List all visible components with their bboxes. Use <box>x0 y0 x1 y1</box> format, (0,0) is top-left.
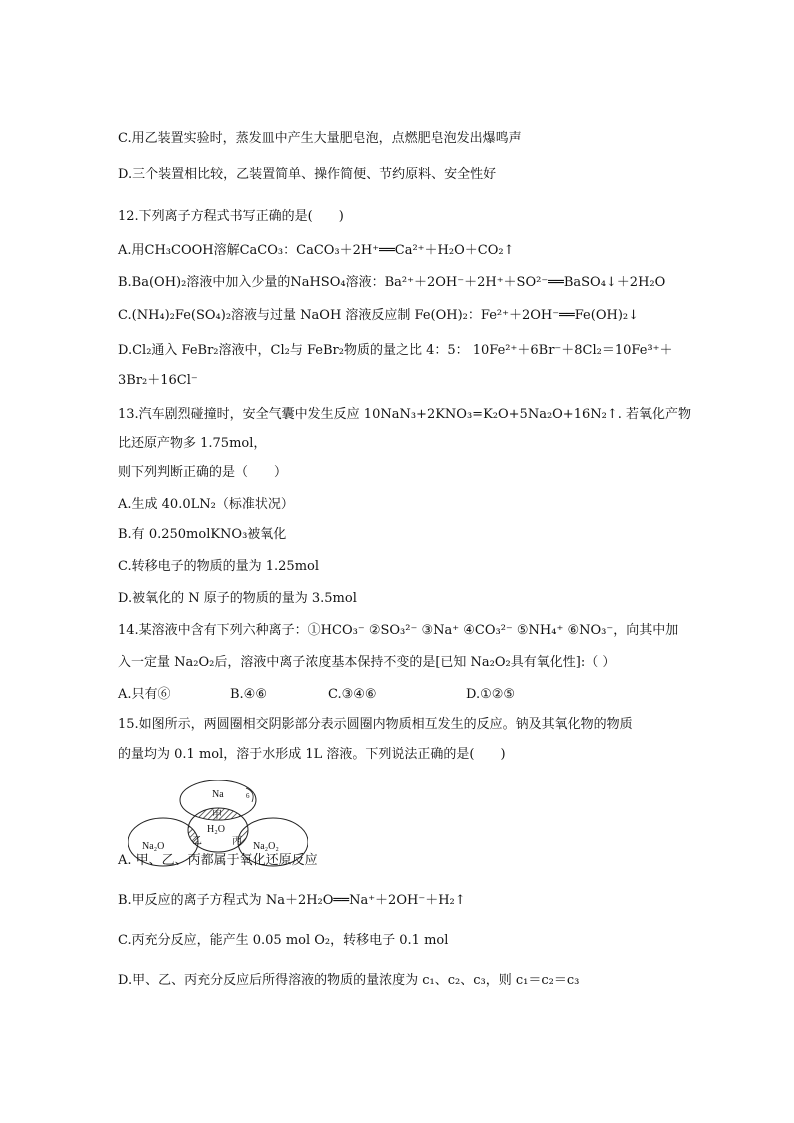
question-15-stem: 15.如图所示，两圆圈相交阴影部分表示圆圈内物质相互发生的反应。钠及其氧化物的物质 <box>118 717 633 732</box>
q12-option-a: A.用CH₃COOH溶解CaCO₃：CaCO₃＋2H⁺══Ca²⁺＋H₂O＋CO₂↑ <box>118 243 515 258</box>
option-d-text: D.三个装置相比较，乙装置简单、操作简便、节约原料、安全性好 <box>118 167 497 182</box>
question-13-ask: 则下列判断正确的是（ ） <box>118 465 288 480</box>
q13-option-d: D.被氧化的 N 原子的物质的量为 3.5mol <box>118 591 357 606</box>
q14-option-b: B.④⑥ <box>230 687 267 702</box>
q14-option-c: C.③④⑥ <box>328 687 377 702</box>
q14-option-a: A.只有⑥ <box>118 687 171 702</box>
q14-options <box>118 686 515 704</box>
question-14-stem-cont: 入一定量 Na₂O₂后，溶液中离子浓度基本保持不变的是[已知 Na₂O₂具有氧化性]:（ ） <box>118 655 616 670</box>
question-13-stem: 13.汽车剧烈碰撞时，安全气囊中发生反应 10NaN₃+2KNO₃=K₂O+5Na₂O+16N₂↑. 若氧化产物 <box>118 407 691 422</box>
label-na2o: Na₂O <box>142 841 165 852</box>
q13-option-b: B.有 0.250molKNO₃被氧化 <box>118 527 287 542</box>
q12-option-b: B.Ba(OH)₂溶液中加入少量的NaHSO₄溶液：Ba²⁺＋2OH⁻＋2H⁺＋SO²⁻══BaSO₄↓＋2H₂O <box>118 275 666 290</box>
option-c-text: C.用乙装置实验时，蒸发皿中产生大量肥皂泡，点燃肥皂泡发出爆鸣声 <box>118 131 522 146</box>
question-15-stem-cont: 的量均为 0.1 mol，溶于水形成 1L 溶液。下列说法正确的是( ) <box>118 747 506 762</box>
question-14-stem: 14.某溶液中含有下列六种离子：①HCO₃⁻ ②SO₃²⁻ ③Na⁺ ④CO₃²⁻ ⑤NH₄⁺ ⑥NO₃⁻，向其中加 <box>118 623 679 638</box>
label-yi: 乙 <box>192 836 202 847</box>
q13-option-a: A.生成 40.0LN₂（标准状况） <box>118 497 294 512</box>
q12-option-d-cont: 3Br₂＋16Cl⁻ <box>118 373 198 388</box>
question-12-stem: 12.下列离子方程式书写正确的是( ) <box>118 209 344 224</box>
label-na: Na <box>212 789 224 800</box>
label-h2o: H₂O <box>207 824 225 835</box>
q14-option-d: D.①②⑤ <box>466 687 516 702</box>
q15-option-d: D.甲、乙、丙充分反应后所得溶液的物质的量浓度为 c₁、c₂、c₃，则 c₁＝c₂＝c₃ <box>118 973 580 988</box>
label-mark: 6 <box>246 792 250 800</box>
question-13-stem-cont: 比还原产物多 1.75mol， <box>118 436 267 451</box>
label-na2o2: Na₂O₂ <box>253 841 279 852</box>
label-jia: 甲 <box>212 810 222 821</box>
label-bing: 丙 <box>232 836 242 847</box>
q12-option-c: C.(NH₄)₂Fe(SO₄)₂溶液与过量 NaOH 溶液反应制 Fe(OH)₂：Fe²⁺＋2OH⁻══Fe(OH)₂↓ <box>118 308 639 323</box>
q15-option-c: C.丙充分反应，能产生 0.05 mol O₂，转移电子 0.1 mol <box>118 933 449 948</box>
q15-option-a: A. 甲、乙、丙都属于氧化还原反应 <box>118 853 318 868</box>
q15-option-b: B.甲反应的离子方程式为 Na＋2H₂O══Na⁺＋2OH⁻＋H₂↑ <box>118 893 466 908</box>
q12-option-d: D.Cl₂通入 FeBr₂溶液中，Cl₂与 FeBr₂物质的量之比 4：5： 10Fe²⁺＋6Br⁻＋8Cl₂＝10Fe³⁺＋ <box>118 343 673 358</box>
q13-option-c: C.转移电子的物质的量为 1.25mol <box>118 559 320 574</box>
